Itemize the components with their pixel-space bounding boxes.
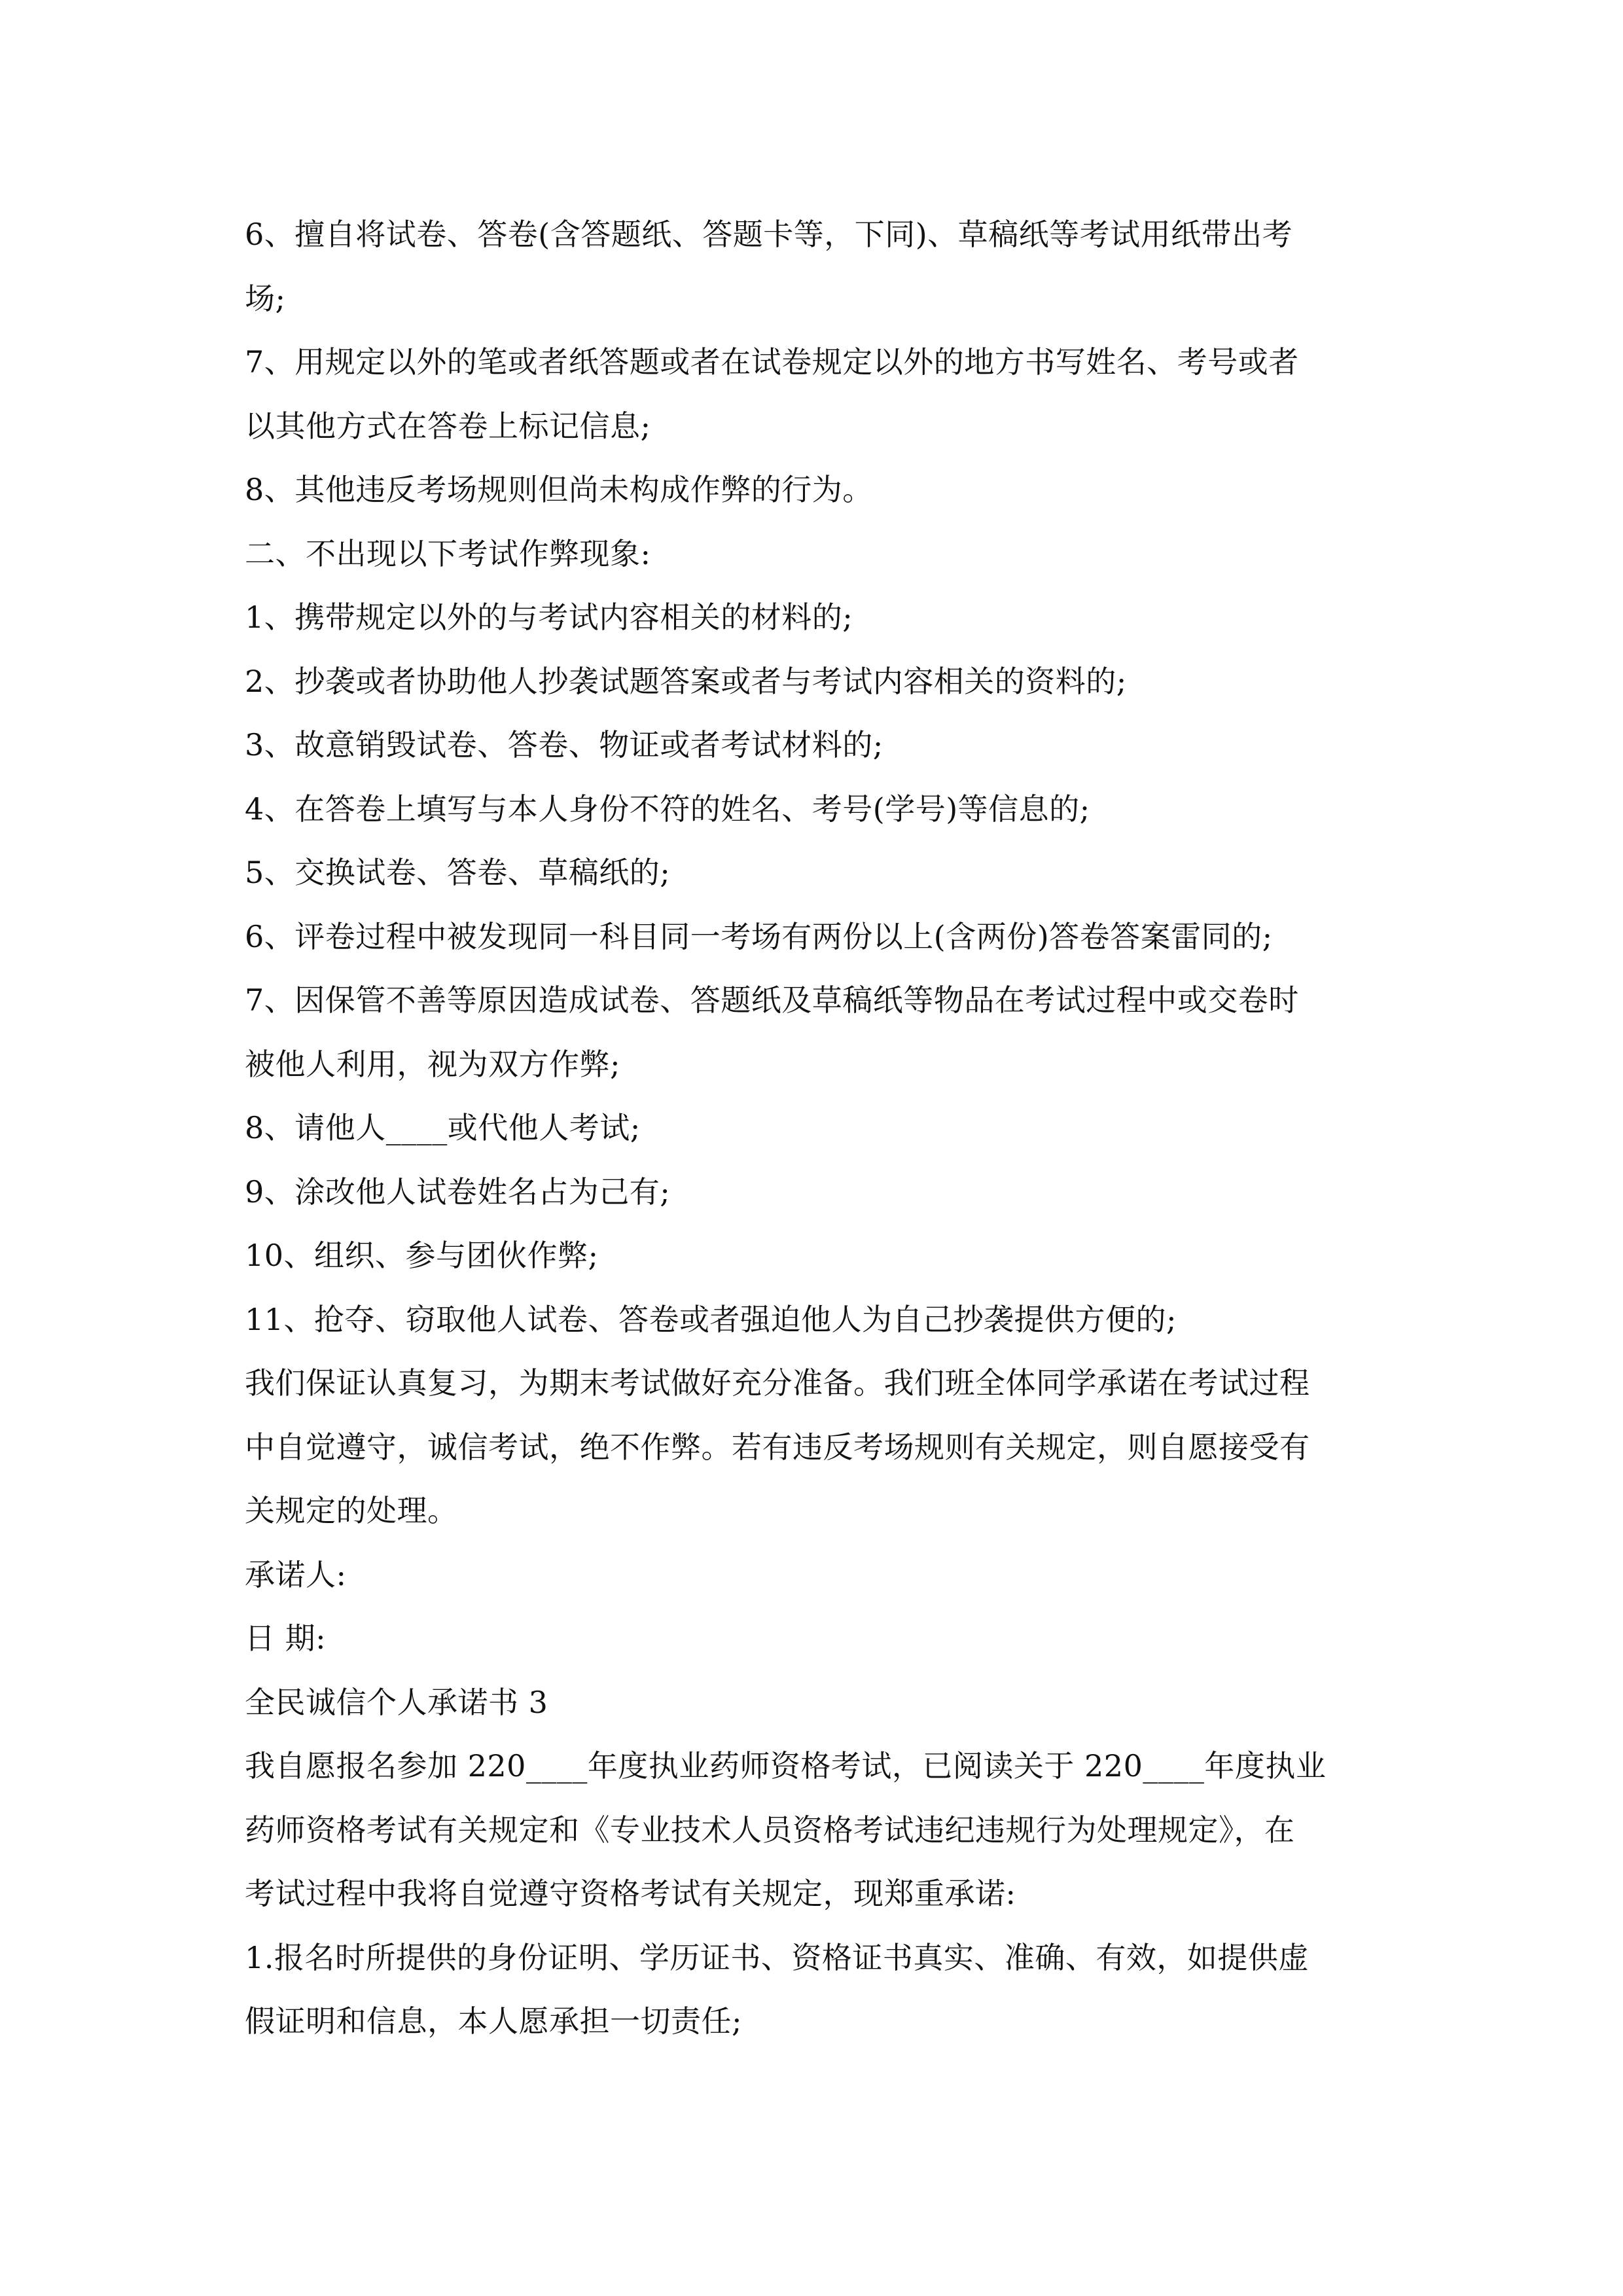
date-label: 日 期:	[245, 1621, 327, 1656]
text-line: 被他人利用，视为双方作弊;	[245, 1046, 620, 1082]
text-line: 我们保证认真复习，为期末考试做好充分准备。我们班全体同学承诺在考试过程	[245, 1365, 1310, 1401]
document-title: 全民诚信个人承诺书 3	[245, 1684, 548, 1720]
text-line: 1、携带规定以外的与考试内容相关的材料的;	[245, 600, 853, 635]
signature-label: 承诺人:	[245, 1556, 347, 1592]
text-line: 10、组织、参与团伙作弊;	[245, 1238, 599, 1273]
text-line: 2、抄袭或者协助他人抄袭试题答案或者与考试内容相关的资料的;	[245, 663, 1127, 699]
text-line: 7、因保管不善等原因造成试卷、答题纸及草稿纸等物品在考试过程中或交卷时	[245, 982, 1299, 1018]
text-line: 场;	[245, 280, 286, 316]
text-line: 关规定的处理。	[245, 1493, 458, 1528]
text-line: 6、擅自将试卷、答卷(含答题纸、答题卡等，下同)、草稿纸等考试用纸带出考	[245, 217, 1293, 252]
document-body	[245, 203, 1383, 2054]
text-line: 5、交换试卷、答卷、草稿纸的;	[245, 855, 671, 890]
text-line: 3、故意销毁试卷、答卷、物证或者考试材料的;	[245, 727, 883, 762]
text-line: 6、评卷过程中被发现同一科目同一考场有两份以上(含两份)答卷答案雷同的;	[245, 918, 1273, 954]
text-line: 中自觉遵守，诚信考试，绝不作弊。若有违反考场规则有关规定，则自愿接受有	[245, 1429, 1310, 1465]
text-line: 1.报名时所提供的身份证明、学历证书、资格证书真实、准确、有效，如提供虚	[245, 1939, 1309, 1975]
text-line: 假证明和信息，本人愿承担一切责任;	[245, 2003, 742, 2039]
text-line: 考试过程中我将自觉遵守资格考试有关规定，现郑重承诺:	[245, 1876, 1016, 1911]
text-line: 8、请他人____或代他人考试;	[245, 1110, 641, 1145]
text-line: 4、在答卷上填写与本人身份不符的姓名、考号(学号)等信息的;	[245, 791, 1090, 827]
text-line: 我自愿报名参加 220____年度执业药师资格考试，已阅读关于 220____年度执业	[245, 1748, 1327, 1784]
text-line: 药师资格考试有关规定和《专业技术人员资格考试违纪违规行为处理规定》，在	[245, 1812, 1295, 1848]
text-line: 11、抢夺、窃取他人试卷、答卷或者强迫他人为自己抄袭提供方便的;	[245, 1301, 1177, 1337]
section-heading: 二、不出现以下考试作弊现象:	[245, 535, 651, 571]
text-line: 9、涂改他人试卷姓名占为己有;	[245, 1174, 671, 1210]
text-line: 以其他方式在答卷上标记信息;	[245, 408, 651, 444]
text-line: 8、其他违反考场规则但尚未构成作弊的行为。	[245, 472, 873, 507]
text-line: 7、用规定以外的笔或者纸答题或者在试卷规定以外的地方书写姓名、考号或者	[245, 344, 1299, 380]
